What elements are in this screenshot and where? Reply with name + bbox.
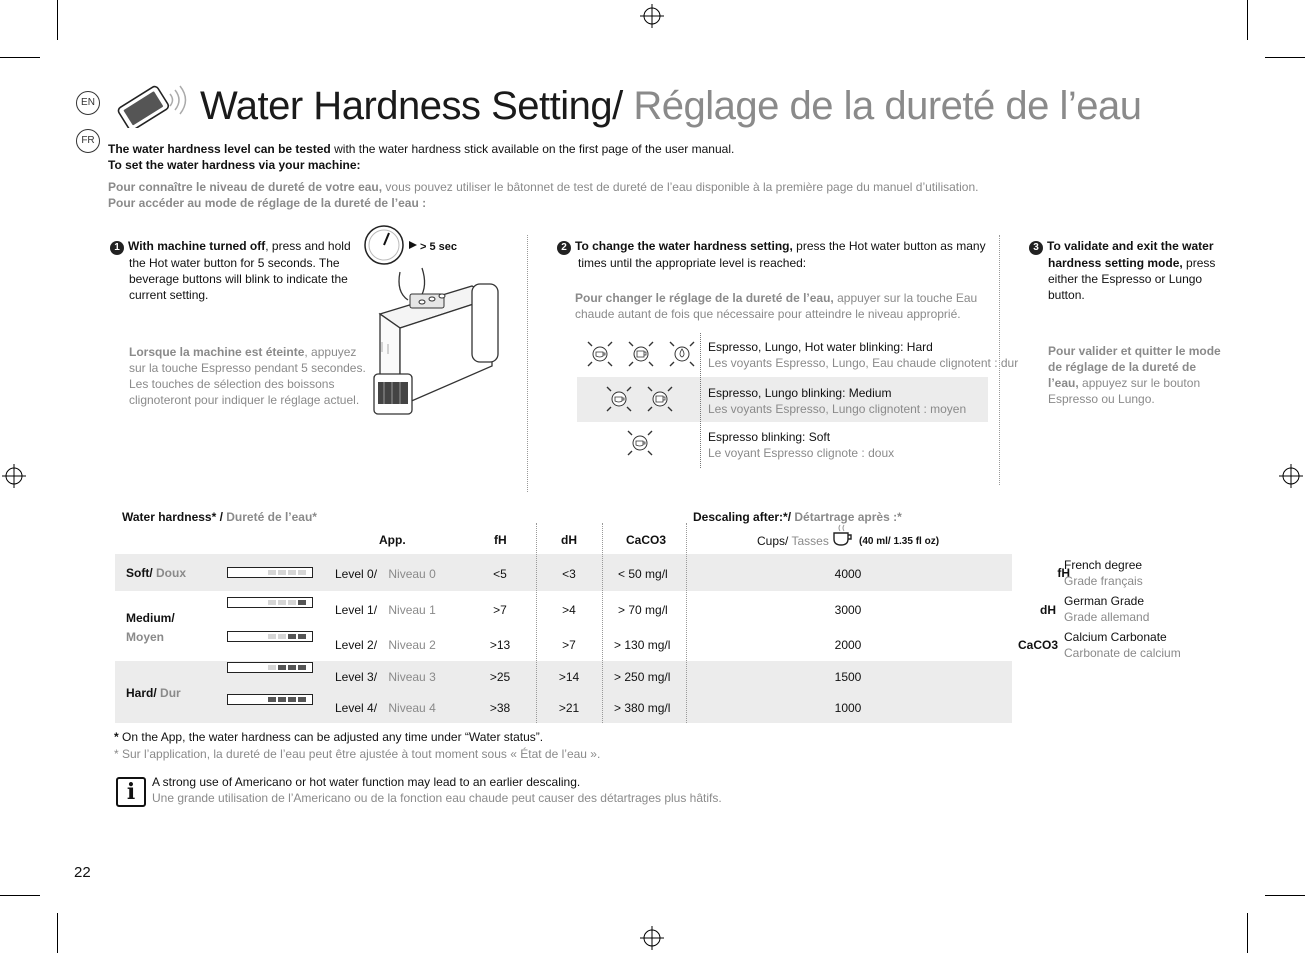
level-cell — [335, 567, 436, 581]
group-hard-fr: Dur — [160, 686, 181, 700]
level-segment — [298, 665, 306, 670]
caco3-cell: > 380 mg/l — [614, 701, 671, 715]
timer-icon — [362, 223, 406, 267]
step1-en-l2: the Hot water button for 5 seconds. The — [129, 256, 340, 270]
table-column-line — [536, 523, 537, 723]
step1-fr — [129, 344, 366, 408]
level-segment — [288, 570, 296, 575]
smartphone-app-icon — [112, 84, 192, 128]
level-segment — [268, 697, 276, 702]
header-dh: dH — [561, 533, 577, 547]
blink-row-soft-en: Espresso blinking: Soft — [708, 430, 831, 444]
fh-cell: >7 — [493, 603, 507, 617]
step3-fr — [1048, 343, 1221, 407]
level-en: Level 3/ — [335, 670, 378, 684]
step-number-2: 2 — [557, 241, 571, 255]
level-segment — [268, 570, 276, 575]
page-title — [200, 84, 1142, 129]
blink-row-hard — [708, 339, 1018, 371]
cups-cell: 1000 — [834, 701, 862, 715]
step3-fr-l4: Espresso ou Lungo. — [1048, 392, 1155, 406]
dh-cell: >4 — [562, 603, 576, 617]
table-column-line — [686, 523, 687, 723]
coffee-cup-icon — [831, 523, 855, 549]
step1-fr-l1: , appuyez — [304, 345, 357, 359]
cups-en: Cups/ — [757, 534, 789, 548]
group-soft — [126, 566, 186, 580]
fh-cell: >13 — [489, 638, 511, 652]
registration-mark-icon — [2, 464, 26, 488]
step1-en-bold: With machine turned off — [128, 239, 266, 253]
descaling-label — [693, 509, 902, 525]
intro-en-line1 — [108, 141, 734, 157]
registration-mark-icon — [640, 926, 664, 950]
step1-en-l3: beverage buttons will blink to indicate the — [129, 272, 348, 286]
intro-fr-line2: Pour accéder au mode de réglage de la dureté de l’eau : — [108, 196, 427, 210]
step2-en-l1: press the Hot water button as many — [796, 239, 986, 253]
legend-caco3 — [1064, 629, 1181, 661]
group-hard-en: Hard/ — [126, 686, 157, 700]
intro-en-rest: with the water hardness stick available on the first page of the user manual. — [334, 142, 735, 156]
legend-fh-en: French degree — [1064, 558, 1143, 572]
level-segment — [268, 600, 276, 605]
step1-fr-l4: clignoteront pour indiquer le réglage actuel. — [129, 393, 360, 407]
cups-fr: Tasses — [791, 534, 829, 548]
legend-fh — [1064, 557, 1143, 589]
caco3-cell: > 70 mg/l — [618, 603, 668, 617]
step1-fr-l2: sur la touche Espresso pendant 5 secondes. — [129, 361, 366, 375]
blink-row-medium-en: Espresso, Lungo blinking: Medium — [708, 386, 892, 400]
blink-row-hard-fr: Les voyants Espresso, Lungo, Eau chaude clignotent : dur — [708, 356, 1019, 370]
level-en: Level 2/ — [335, 638, 378, 652]
level-fr: Niveau 2 — [388, 638, 436, 652]
group-soft-fr: Doux — [156, 566, 187, 580]
level-segment — [298, 570, 306, 575]
cups-cell: 2000 — [834, 638, 862, 652]
footnote-en — [114, 729, 543, 745]
footnote-star: * — [114, 730, 119, 744]
caco3-cell: > 250 mg/l — [614, 670, 671, 684]
descaling-label-en: Descaling after:*/ — [693, 510, 792, 524]
info-note — [152, 774, 722, 806]
crop-mark — [0, 57, 40, 58]
level-bar — [227, 694, 313, 705]
group-hard — [126, 686, 181, 700]
crop-mark — [1265, 895, 1305, 896]
step3-en-l3: either the Espresso or Lungo — [1048, 272, 1203, 286]
legend-caco3-fr: Carbonate de calcium — [1064, 646, 1181, 660]
page-title-en: Water Hardness Setting/ — [200, 84, 623, 128]
dh-cell: >21 — [558, 701, 580, 715]
crop-mark — [1247, 913, 1248, 953]
timer-label: > 5 sec — [420, 241, 458, 253]
fh-cell: >25 — [489, 670, 511, 684]
crop-mark — [57, 0, 58, 40]
level-segment — [268, 665, 276, 670]
intro-fr-bold: Pour connaître le niveau de dureté de votre eau, — [108, 180, 383, 194]
step1-fr-bold: Lorsque la machine est éteinte — [129, 345, 305, 359]
cups-cell: 3000 — [834, 603, 862, 617]
info-note-fr: Une grande utilisation de l’Americano ou de la fonction eau chaude peut causer des détartrages plus hâtifs. — [152, 791, 722, 805]
lungo-light-blinking-icon — [627, 340, 655, 368]
caco3-cell: > 130 mg/l — [614, 638, 671, 652]
level-bar — [227, 631, 313, 642]
blink-row-soft-fr: Le voyant Espresso clignote : doux — [708, 446, 895, 460]
intro-fr-rest: vous pouvez utiliser le bâtonnet de test de dureté de l’eau disponible à la première page du manuel d’utilisation. — [385, 180, 979, 194]
step2-fr-l1: appuyer sur la touche Eau — [837, 291, 978, 305]
level-fr: Niveau 4 — [388, 701, 436, 715]
step3-fr-l3-bold: l’eau, — [1048, 376, 1079, 390]
group-medium-fr: Moyen — [126, 630, 165, 644]
level-segment — [278, 665, 286, 670]
hardness-label — [122, 509, 317, 525]
step3-fr-l2: de réglage de la dureté de — [1048, 360, 1197, 374]
step1-en-l4: current setting. — [129, 288, 209, 302]
group-medium-en: Medium/ — [126, 611, 175, 625]
legend-dh — [1064, 593, 1149, 625]
level-segment — [278, 697, 286, 702]
step1-en — [110, 238, 351, 303]
level-cell — [335, 638, 436, 652]
hardness-label-fr: Dureté de l’eau* — [226, 510, 317, 524]
step3-en-l1: To validate and exit the water — [1047, 239, 1214, 253]
header-caco3: CaCO3 — [626, 533, 667, 547]
crop-mark — [1247, 0, 1248, 40]
page-title-fr: Réglage de la dureté de l’eau — [633, 84, 1142, 128]
step1-en-l1: , press and hold — [265, 239, 351, 253]
caco3-cell: < 50 mg/l — [618, 567, 668, 581]
level-fr: Niveau 1 — [388, 603, 436, 617]
blink-row-hard-en: Espresso, Lungo, Hot water blinking: Hard — [708, 340, 933, 354]
hardness-label-en: Water hardness* / — [122, 510, 223, 524]
level-segment — [278, 600, 286, 605]
level-en: Level 0/ — [335, 567, 378, 581]
lungo-light-blinking-icon — [646, 385, 674, 413]
intro-fr-line1 — [108, 179, 978, 195]
footnote-fr: * Sur l’application, la dureté de l’eau peut être ajustée à tout moment sous « État de l’eau ». — [114, 747, 601, 761]
step-number-1: 1 — [110, 241, 124, 255]
dh-cell: >14 — [558, 670, 580, 684]
level-bar — [227, 597, 313, 608]
page-number: 22 — [74, 864, 91, 881]
legend-caco3-en: Calcium Carbonate — [1064, 630, 1167, 644]
coffee-machine-illustration — [360, 262, 510, 418]
level-segment — [298, 600, 306, 605]
dh-cell: >7 — [562, 638, 576, 652]
espresso-light-blinking-icon — [586, 340, 614, 368]
hot-water-light-blinking-icon — [668, 340, 696, 368]
level-fr: Niveau 3 — [388, 670, 436, 684]
legend-dh-en: German Grade — [1064, 594, 1145, 608]
cups-cell: 4000 — [834, 567, 862, 581]
crop-mark — [0, 895, 40, 896]
level-cell — [335, 603, 436, 617]
step3-en-l2-rest: press — [1186, 256, 1216, 270]
step3-fr-l1: Pour valider et quitter le mode — [1048, 344, 1221, 358]
step2-en — [557, 238, 986, 271]
legend-abbr-fh: fH — [1057, 566, 1070, 580]
legend-abbr-dh: dH — [1040, 603, 1056, 617]
lang-badge-en: EN — [76, 91, 100, 115]
level-cell — [335, 701, 436, 715]
registration-mark-icon — [1279, 464, 1303, 488]
step3-en-l4: button. — [1048, 288, 1085, 302]
step2-en-bold: To change the water hardness setting, — [575, 239, 793, 253]
step2-fr — [575, 290, 977, 322]
blink-row-medium — [708, 385, 966, 417]
level-segment — [298, 634, 306, 639]
legend-dh-fr: Grade allemand — [1064, 610, 1150, 624]
legend-abbr-caco3: CaCO3 — [1018, 638, 1059, 652]
cups-header — [757, 534, 829, 548]
crop-mark — [57, 913, 58, 953]
registration-mark-icon — [640, 4, 664, 28]
header-fh: fH — [494, 533, 507, 547]
level-cell — [335, 670, 436, 684]
intro-en-line2: To set the water hardness via your machine: — [108, 158, 361, 172]
level-segment — [268, 634, 276, 639]
arrow-right-icon — [408, 240, 418, 250]
level-segment — [278, 634, 286, 639]
step-number-3: 3 — [1029, 241, 1043, 255]
lang-badge-fr: FR — [76, 129, 100, 153]
step2-fr-bold: Pour changer le réglage de la dureté de l’eau, — [575, 291, 834, 305]
level-segment — [278, 570, 286, 575]
legend-fh-fr: Grade français — [1064, 574, 1143, 588]
legend-divider — [700, 333, 701, 468]
descaling-label-fr: Détartrage après :* — [794, 510, 902, 524]
blink-row-soft — [708, 429, 894, 461]
footnote-en-text: On the App, the water hardness can be adjusted any time under “Water status”. — [122, 730, 544, 744]
step3-en-l2: hardness setting mode, — [1048, 256, 1183, 270]
espresso-light-blinking-icon — [605, 385, 633, 413]
fh-cell: <5 — [493, 567, 507, 581]
level-fr: Niveau 0 — [388, 567, 436, 581]
info-note-en: A strong use of Americano or hot water function may lead to an earlier descaling. — [152, 775, 581, 789]
column-divider — [527, 235, 528, 492]
cups-cell: 1500 — [834, 670, 862, 684]
level-segment — [298, 697, 306, 702]
blink-row-medium-fr: Les voyants Espresso, Lungo clignotent : moyen — [708, 402, 967, 416]
level-segment — [288, 634, 296, 639]
cups-volume: (40 ml/ 1.35 fl oz) — [859, 536, 940, 547]
step2-fr-l2: chaude autant de fois que nécessaire pour atteindre le niveau approprié. — [575, 307, 961, 321]
table-column-line — [602, 523, 603, 723]
espresso-light-blinking-icon — [626, 429, 654, 457]
step1-fr-l3: Les touches de sélection des boissons — [129, 377, 335, 391]
level-segment — [288, 665, 296, 670]
level-bar — [227, 662, 313, 673]
step3-fr-l3-rest: appuyez sur le bouton — [1082, 376, 1201, 390]
group-medium — [126, 609, 175, 647]
level-en: Level 1/ — [335, 603, 378, 617]
fh-cell: >38 — [489, 701, 511, 715]
group-soft-en: Soft/ — [126, 566, 153, 580]
crop-mark — [1265, 57, 1305, 58]
header-app: App. — [379, 533, 406, 547]
level-bar — [227, 567, 313, 578]
level-en: Level 4/ — [335, 701, 378, 715]
dh-cell: <3 — [562, 567, 576, 581]
step3-en — [1029, 238, 1215, 303]
intro-en-bold: The water hardness level can be tested — [108, 142, 331, 156]
step2-en-l2: times until the appropriate level is reached: — [578, 256, 807, 270]
level-segment — [288, 697, 296, 702]
info-icon: i — [116, 777, 146, 807]
level-segment — [288, 600, 296, 605]
